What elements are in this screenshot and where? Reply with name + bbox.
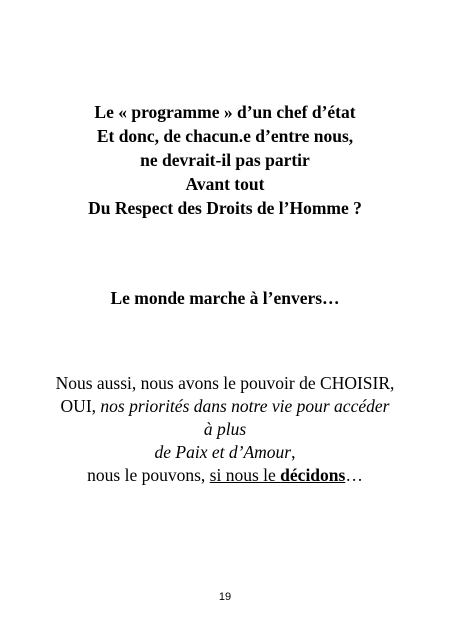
stanza-2-line-1: Le monde marche à l’envers… (110, 288, 340, 308)
stanza-3-line-4-plain: , (291, 442, 296, 462)
stanza-1-line-2: Et donc, de chacun.e d’entre nous, (96, 126, 354, 146)
stanza-3-line-4 (0, 441, 450, 464)
stanza-3-line-2 (0, 395, 450, 418)
stanza-1-line-4: Avant tout (185, 174, 265, 194)
stanza-3-line-2-plain: OUI, (60, 396, 101, 416)
stanza-3-line-3: à plus (203, 419, 247, 439)
stanza-3-line-5-underlined-text: si nous le (209, 465, 281, 485)
stanza-3-line-5-start: nous le pouvons, (87, 465, 210, 485)
poem-stanza-world (0, 286, 450, 310)
stanza-3-line-5-ellipsis: … (345, 465, 363, 485)
stanza-3-line-5-decidons: décidons (280, 465, 346, 485)
stanza-3-line-5-underlined (210, 465, 346, 485)
stanza-1-line-5: Du Respect des Droits de l’Homme ? (88, 198, 362, 218)
stanza-3-line-2-italic: nos priorités dans notre vie pour accéder (100, 396, 390, 416)
page-number: 19 (218, 591, 232, 603)
poem-stanza-choice (0, 372, 450, 487)
stanza-3-line-5 (0, 464, 450, 487)
stanza-3-line-4-italic: de Paix et d’Amour (154, 442, 292, 462)
stanza-3-line-1: Nous aussi, nous avons le pouvoir de CHOISIR, (55, 373, 395, 393)
stanza-1-line-1: Le « programme » d’un chef d’état (94, 102, 356, 122)
stanza-1-line-3: ne devrait-il pas partir (140, 150, 310, 170)
poem-stanza-question (0, 100, 450, 220)
